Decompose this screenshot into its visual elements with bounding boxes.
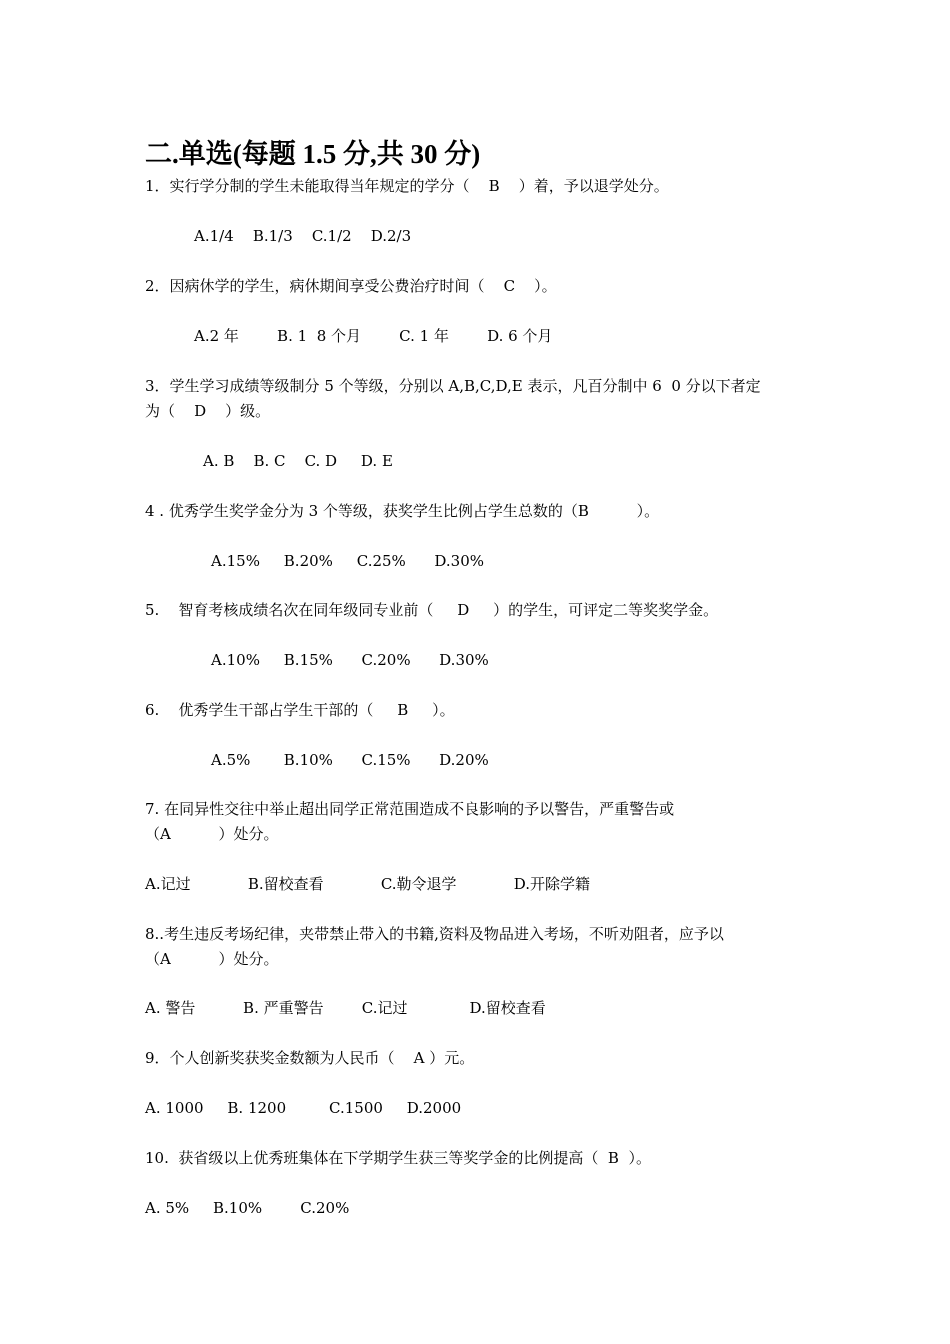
question-5: 5. 智育考核成绩名次在同年级同专业前（ D ）的学生，可评定二等奖奖学金。 xyxy=(145,601,719,619)
question-9-options: A. 1000 B. 1200 C.1500 D.2000 xyxy=(145,1099,462,1117)
question-7-options: A.记过 B.留校查看 C.勒令退学 D.开除学籍 xyxy=(145,875,591,893)
question-4: 4 . 优秀学生奖学金分为 3 个等级，获奖学生比例占学生总数的（B ）。 xyxy=(145,502,660,520)
question-6-options: A.5% B.10% C.15% D.20% xyxy=(211,751,489,769)
question-10: 10. 获省级以上优秀班集体在下学期学生获三等奖学金的比例提高（ B ）。 xyxy=(145,1149,651,1167)
question-4-options: A.15% B.20% C.25% D.30% xyxy=(211,552,485,570)
question-3-options: A. B B. C C. D D. E xyxy=(203,452,393,470)
question-1-options: A.1/4 B.1/3 C.1/2 D.2/3 xyxy=(194,227,412,245)
question-10-options: A. 5% B.10% C.20% xyxy=(145,1199,350,1217)
question-9: 9．个人创新奖获奖金数额为人民币（ A ）元。 xyxy=(145,1049,475,1067)
question-8-line-1: 8..考生违反考场纪律，夹带禁止带入的书籍,资料及物品进入考场，不听劝阻者，应予以 xyxy=(145,925,724,943)
section-title: 二.单选(每题 1.5 分,共 30 分) xyxy=(145,139,481,169)
question-7-line-1: 7. 在同异性交往中举止超出同学正常范围造成不良影响的予以警告，严重警告或 xyxy=(145,800,675,818)
question-5-options: A.10% B.15% C.20% D.30% xyxy=(211,651,489,669)
question-8-options: A. 警告 B. 严重警告 C.记过 D.留校查看 xyxy=(145,999,546,1017)
question-1: 1．实行学分制的学生未能取得当年规定的学分（ B ）着，予以退学处分。 xyxy=(145,177,669,195)
question-7-line-2: （A ）处分。 xyxy=(145,825,279,843)
question-6: 6. 优秀学生干部占学生干部的（ B ）。 xyxy=(145,701,455,719)
question-2: 2．因病休学的学生，病休期间享受公费治疗时间（ C ）。 xyxy=(145,277,557,295)
question-2-options: A.2 年 B. 1 8 个月 C. 1 年 D. 6 个月 xyxy=(194,327,553,345)
question-3-line-1: 3．学生学习成绩等级制分 5 个等级，分别以 A,B,C,D,E 表示，凡百分制中 6 0 分以下者定 xyxy=(145,377,761,395)
question-3-line-2: 为（ D ）级。 xyxy=(145,402,271,420)
question-8-line-2: （A ）处分。 xyxy=(145,950,279,968)
